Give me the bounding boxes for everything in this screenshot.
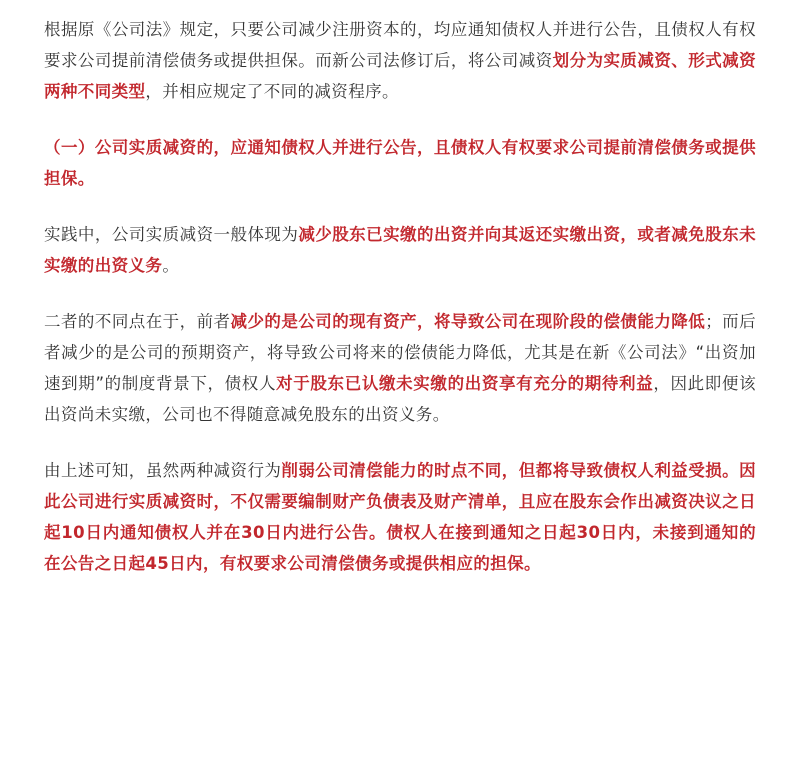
text-run: 二者的不同点在于，前者 — [44, 312, 231, 331]
text-run: 由上述可知，虽然两种减资行为 — [44, 461, 282, 480]
paragraph-differences — [44, 306, 756, 430]
text-run: ；而后者减少的是公司的预期资产，将导致公司将来的偿债能力降低，尤其是在新《公司法》“出资加速到期”的制度背景下，债权人 — [44, 312, 757, 393]
heading-text: （一）公司实质减资的，应通知债权人并进行公告，且债权人有权要求公司提前清偿债务或提供担保。 — [44, 138, 756, 188]
text-run: 。 — [162, 256, 180, 275]
paragraph-legal-background — [44, 14, 756, 107]
article-body — [44, 14, 756, 579]
text-run: ，因此即便该出资尚未实缴，公司也不得随意减免股东的出资义务。 — [44, 374, 756, 424]
highlighted-text: 削弱公司清偿能力的时点不同，但都将导致债权人利益受损。因此公司进行实质减资时，不仅需要编制财产负债表及财产清单，且应在股东会作出减资决议之日起10日内通知债权人并在30日内进行公告。债权人在接到通知之日起30日内，未接到通知的在公告之日起45日内，有权要求公司清偿债务或提供相应的担保。 — [44, 461, 756, 573]
text-run: ，并相应规定了不同的减资程序。 — [145, 82, 399, 101]
section-heading-substantive-reduction — [44, 132, 756, 194]
highlighted-text: 减少股东已实缴的出资并向其返还实缴出资，或者减免股东未实缴的出资义务 — [44, 225, 756, 275]
highlighted-text: 划分为实质减资、形式减资两种不同类型 — [44, 51, 756, 101]
text-run: 根据原《公司法》规定，只要公司减少注册资本的，均应通知债权人并进行公告，且债权人有权要求公司提前清偿债务或提供担保。而新公司法修订后，将公司减资 — [44, 20, 756, 70]
text-run: 实践中，公司实质减资一般体现为 — [44, 225, 299, 244]
highlighted-text: 对于股东已认缴未实缴的出资享有充分的期待利益 — [276, 374, 654, 393]
paragraph-conclusion — [44, 455, 756, 579]
paragraph-practice — [44, 219, 756, 281]
highlighted-text: 减少的是公司的现有资产，将导致公司在现阶段的偿债能力降低 — [230, 312, 706, 331]
